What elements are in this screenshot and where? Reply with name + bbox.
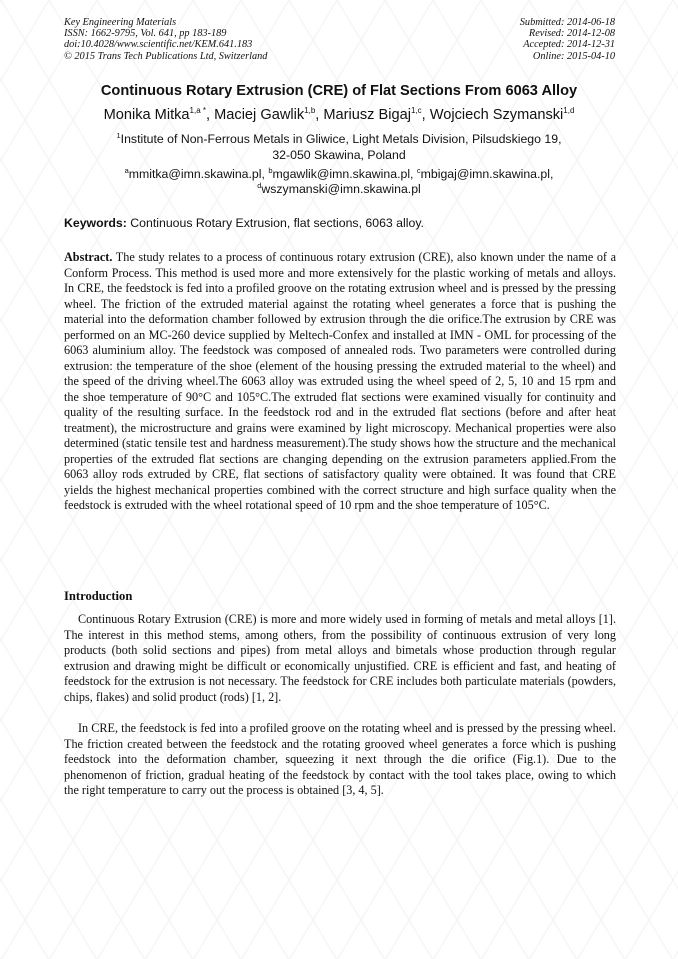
author-separator: ,	[421, 107, 430, 123]
issn-line: ISSN: 1662-9795, Vol. 641, pp 183-189	[64, 28, 227, 40]
abstract	[64, 250, 616, 514]
revised-date: Revised: 2014-12-08	[528, 28, 615, 40]
author-separator: ,	[315, 107, 324, 123]
keywords-text: Continuous Rotary Extrusion, flat sections, 6063 alloy.	[126, 216, 424, 230]
affiliation-sup: 1	[116, 131, 121, 140]
email-link[interactable]: mmitka@imn.skawina.pl,	[128, 167, 269, 181]
abstract-text: The study relates to a process of continuous rotary extrusion (CRE), also known under the name of a Conform Process. This method is used more and more extensively for the plastic working of metals and alloys. In CRE, the feedstock is fed into a profiled groove on the rotating extrusion wheel and is pressed by the pressing wheel. The friction of the extruded material against the rotating wheel generates a force that is pushing the material into the deformation chamber followed by extrusion through the die orifice.The extrusion by CRE was performed on an MC-260 device supplied by Meltech-Confex and installed at IMN - OML for processing of the 6063 aluminium alloy. The feedstock was composed of annealed rods. Two parameters were controlled during extrusion: the temperature of the shoe (element of the housing pressing the extruded material to the wheel) and the speed of the driving wheel.The 6063 alloy was extruded using the wheel speed of 2, 5, 10 and 15 rpm and the shoe temperature of 90°C and 105°C.The extruded flat sections were examined visually for continuity and quality of the resulting surface. In the feedstock rod and in the extruded flat sections (before and after heat treatment), the microstructure and grains were examined by light microscopy. Mechanical properties were also determined (static tensile test and hardness measurement).The study shows how the structure and the mechanical properties of the extruded flat sections are changing depending on the extrusion parameters applied.From the 6063 alloy rods extruded by CRE, flat sections of satisfactory quality were obtained. It was found that CRE yields the highest mechanical properties combined with the correct structure and high surface quality when the feedstock is extruded with the wheel rotational speed of 10 rpm and the shoe temperature of 105°C.	[64, 250, 616, 512]
journal-header-left	[64, 17, 267, 62]
email-link[interactable]: mgawlik@imn.skawina.pl,	[272, 167, 417, 181]
author-name: Wojciech Szymanski	[429, 107, 564, 123]
copyright-line: © 2015 Trans Tech Publications Ltd, Switzerland	[64, 50, 268, 62]
submitted-date: Submitted: 2014-06-18	[519, 17, 615, 28]
doi-line: doi:10.4028/www.scientific.net/KEM.641.183	[64, 39, 253, 51]
paper-title: Continuous Rotary Extrusion (CRE) of Flat Sections From 6063 Alloy	[100, 83, 578, 99]
section-heading-introduction: Introduction	[64, 589, 133, 603]
affiliation	[0, 131, 678, 163]
author-affil-sup: 1,c	[410, 106, 422, 115]
author-list	[0, 107, 678, 123]
affiliation-line-2: 32-050 Skawina, Poland	[272, 148, 406, 162]
journal-name: Key Engineering Materials	[64, 17, 177, 28]
email-sup: b	[268, 166, 273, 175]
author-name: Monika Mitka	[103, 107, 190, 123]
email-link[interactable]: wszymanski@imn.skawina.pl	[261, 182, 421, 196]
author-affil-sup: 1,a *	[189, 106, 207, 115]
email-list	[0, 167, 678, 197]
accepted-date: Accepted: 2014-12-31	[523, 39, 615, 51]
intro-paragraph-1: Continuous Rotary Extrusion (CRE) is more and more widely used in forming of metals and metal alloys [1]. The interest in this method stems, among others, from the possibility of continuous extrusion of very long products (both solid sections and pipes) from metal alloys and bimetals whose production through regular extrusion and drawing might be difficult or economically unjustified. CRE is efficient and fast, and heating of feedstock for the extrusion is not necessary. The feedstock for CRE includes both particulate materials (powders, chips, flakes) and solid product (rods) [1, 2].	[64, 612, 616, 704]
email-link[interactable]: mbigaj@imn.skawina.pl,	[420, 167, 554, 181]
author-name: Mariusz Bigaj	[323, 107, 411, 123]
email-sup: c	[416, 166, 421, 175]
email-sup: a	[124, 166, 129, 175]
online-date: Online: 2015-04-10	[532, 50, 615, 62]
journal-header-right	[520, 17, 615, 62]
email-sup: d	[257, 181, 262, 190]
author-affil-sup: 1,d	[563, 106, 575, 115]
keywords	[64, 216, 616, 230]
intro-paragraph-2: In CRE, the feedstock is fed into a profiled groove on the rotating wheel and is pressed by the pressing wheel. The friction created between the feedstock and the rotating grooved wheel generates a force which is pushing feedstock into the deformation chamber, squeezing it next through the die orifice (Fig.1). Due to the phenomenon of friction, gradual heating of the feedstock by contact with the tool takes place, owing to which the right temperature to carry out the process is obtained [3, 4, 5].	[64, 721, 616, 797]
author-separator: ,	[206, 107, 215, 123]
abstract-label: Abstract.	[64, 250, 113, 264]
keywords-label: Keywords:	[64, 216, 127, 230]
author-name: Maciej Gawlik	[214, 107, 305, 123]
author-affil-sup: 1,b	[304, 106, 316, 115]
affiliation-line-1: Institute of Non-Ferrous Metals in Gliwice, Light Metals Division, Pilsudskiego 19,	[120, 132, 562, 146]
